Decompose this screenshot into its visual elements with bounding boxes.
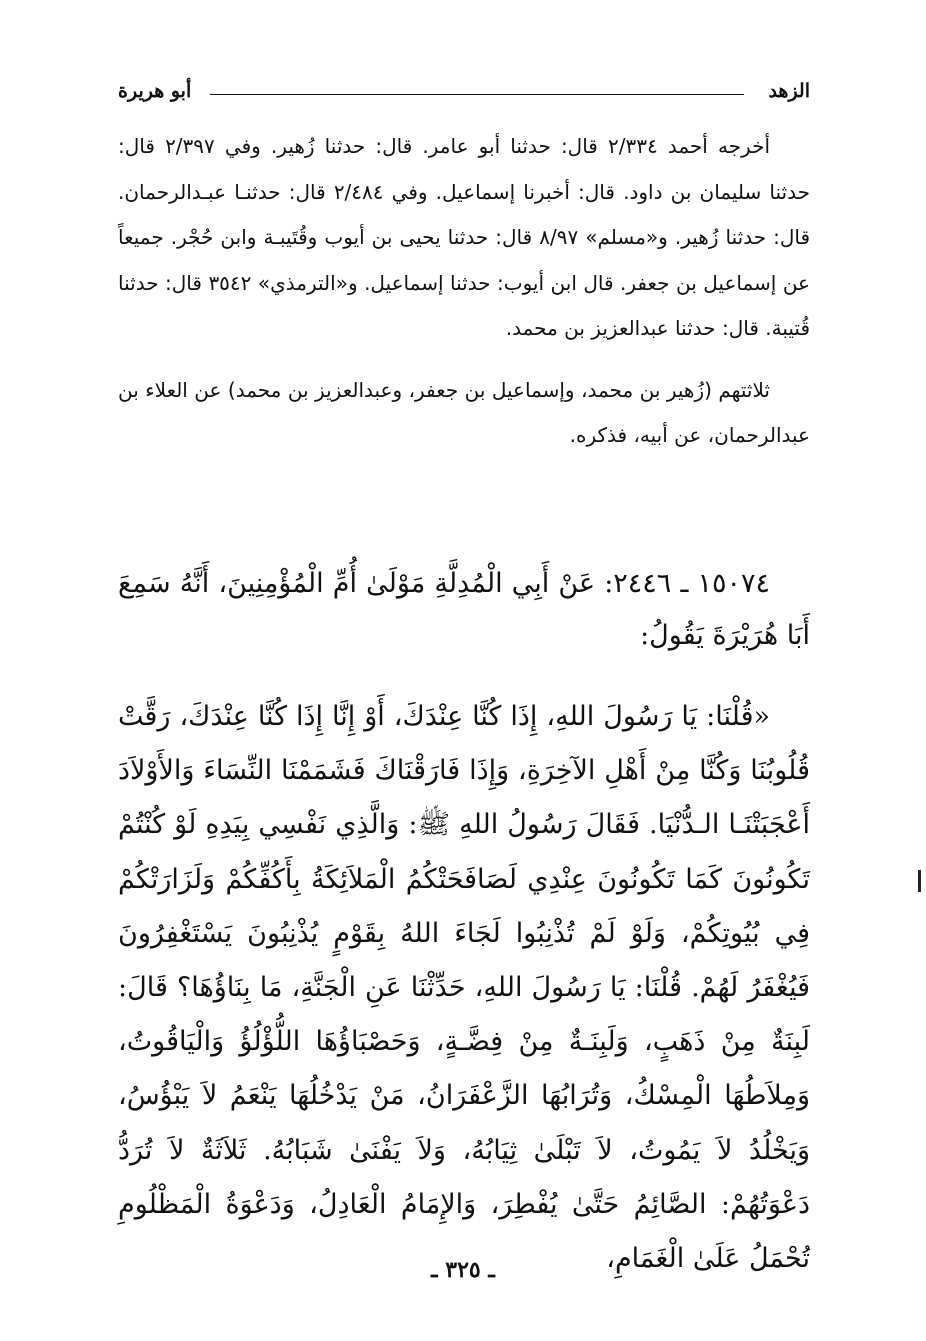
hadith-heading bbox=[118, 558, 810, 662]
narrator-title: أبو هريرة bbox=[118, 80, 192, 102]
sources-paragraph-1: أخرجه أحمد ٢/٣٣٤ قال: حدثنا أبو عامر. قال: حدثنا زُهير. وفي ٢/٣٩٧ قال: حدثنا سليمان بن داود. قال: أخبرنا إسماعيل. وفي ٢/٤٨٤ قال: حدثنـا عبـدالرحمان. قال: حدثنا زُهير. و«مسلم» ٨/٩٧ قال: حدثنا يحيى بن أيوب وقُتَيبـة وابن حُجْر. جميعاً عن إسماعيل بن جعفر. قال ابن أيوب: حدثنا إسماعيل. و«الترمذي» ٣٥٤٢ قال: حدثنا قُتيبة. قال: حدثنا عبدالعزيز بن محمد. bbox=[118, 134, 811, 340]
sources-paragraph-2: ثلاثتهم (زُهير بن محمد، وإسماعيل بن جعفر، وعبدالعزيز بن محمد) عن العلاء بن عبدالرحمان، عن أبيه، فذكره. bbox=[118, 377, 810, 447]
hadith-heading-text: ١٥٠٧٤ ـ ٢٤٤٦: عَنْ أَبِي الْمُدِلَّةِ مَوْلَىٰ أُمِّ الْمُؤْمِنِينَ، أَنَّهُ سَمِعَ أَبَا هُرَيْرَةَ يَقُولُ: bbox=[118, 568, 810, 651]
margin-mark bbox=[918, 870, 921, 892]
hadith-body bbox=[118, 690, 810, 1286]
hadith-text: «قُلْنَا: يَا رَسُولَ اللهِ، إِذَا كُنَّا عِنْدَكَ، أَوْ إِنَّا إِذَا كُنَّا عِنْدَكَ، رَقَّتْ قُلُوبُنَا وَكُنَّا مِنْ أَهْلِ الآخِرَةِ، وَإِذَا فَارَقْنَاكَ فَشَمَمْنَا النِّسَاءَ وَالأَوْلاَدَ أَعْجَبَتْنَـا الـدُّنْيَا. فَقَالَ رَسُولُ اللهِ ﷺ: وَالَّذِي نَفْسِي بِيَدِهِ لَوْ كُنْتُمْ تَكُونُونَ كَمَا تَكُونُونَ عِنْدِي لَصَافَحَتْكُمُ الْمَلاَئِكَةُ بِأَكُفِّكُمْ وَلَزَارَتْكُمْ فِي بُيُوتِكُمْ، وَلَوْ لَمْ تُذْنِبُوا لَجَاءَ اللهُ بِقَوْمٍ يُذْنِبُونَ يَسْتَغْفِرُونَ فَيُغْفَرُ لَهُمْ. قُلْنَا: يَا رَسُولَ اللهِ، حَدِّثْنَا عَنِ الْجَنَّةِ، مَا بِنَاؤُهَا؟ قَالَ: لَبِنَةٌ مِنْ ذَهَبٍ، وَلَبِنَـةٌ مِنْ فِضَّـةٍ، وَحَصْبَاؤُهَا اللُّؤْلُؤُ وَالْيَاقُوتُ، وَمِلاَطُهَا الْمِسْكُ، وَتُرَابُهَا الزَّعْفَرَانُ، مَنْ يَدْخُلُهَا يَنْعَمُ لاَ يَبْؤُسُ، وَيَخْلُدُ لاَ يَمُوتُ، لاَ تَبْلَىٰ ثِيَابُهُ، وَلاَ يَفْنَىٰ شَبَابُهُ. ثَلاَثَةٌ لاَ تُرَدُّ دَعْوَتُهُمْ: الصَّائِمُ حَتَّىٰ يُفْطِرَ، وَالإِمَامُ الْعَادِلُ، وَدَعْوَةُ الْمَظْلُومِ تُحْمَلُ عَلَىٰ الْغَمَامِ، bbox=[118, 701, 810, 1275]
chapter-title: الزهد bbox=[768, 80, 810, 102]
running-header bbox=[118, 78, 810, 106]
takhrij-sources bbox=[118, 124, 810, 459]
page-number: ـ ٣٢٥ ـ bbox=[431, 1257, 495, 1283]
header-rule bbox=[210, 94, 744, 95]
